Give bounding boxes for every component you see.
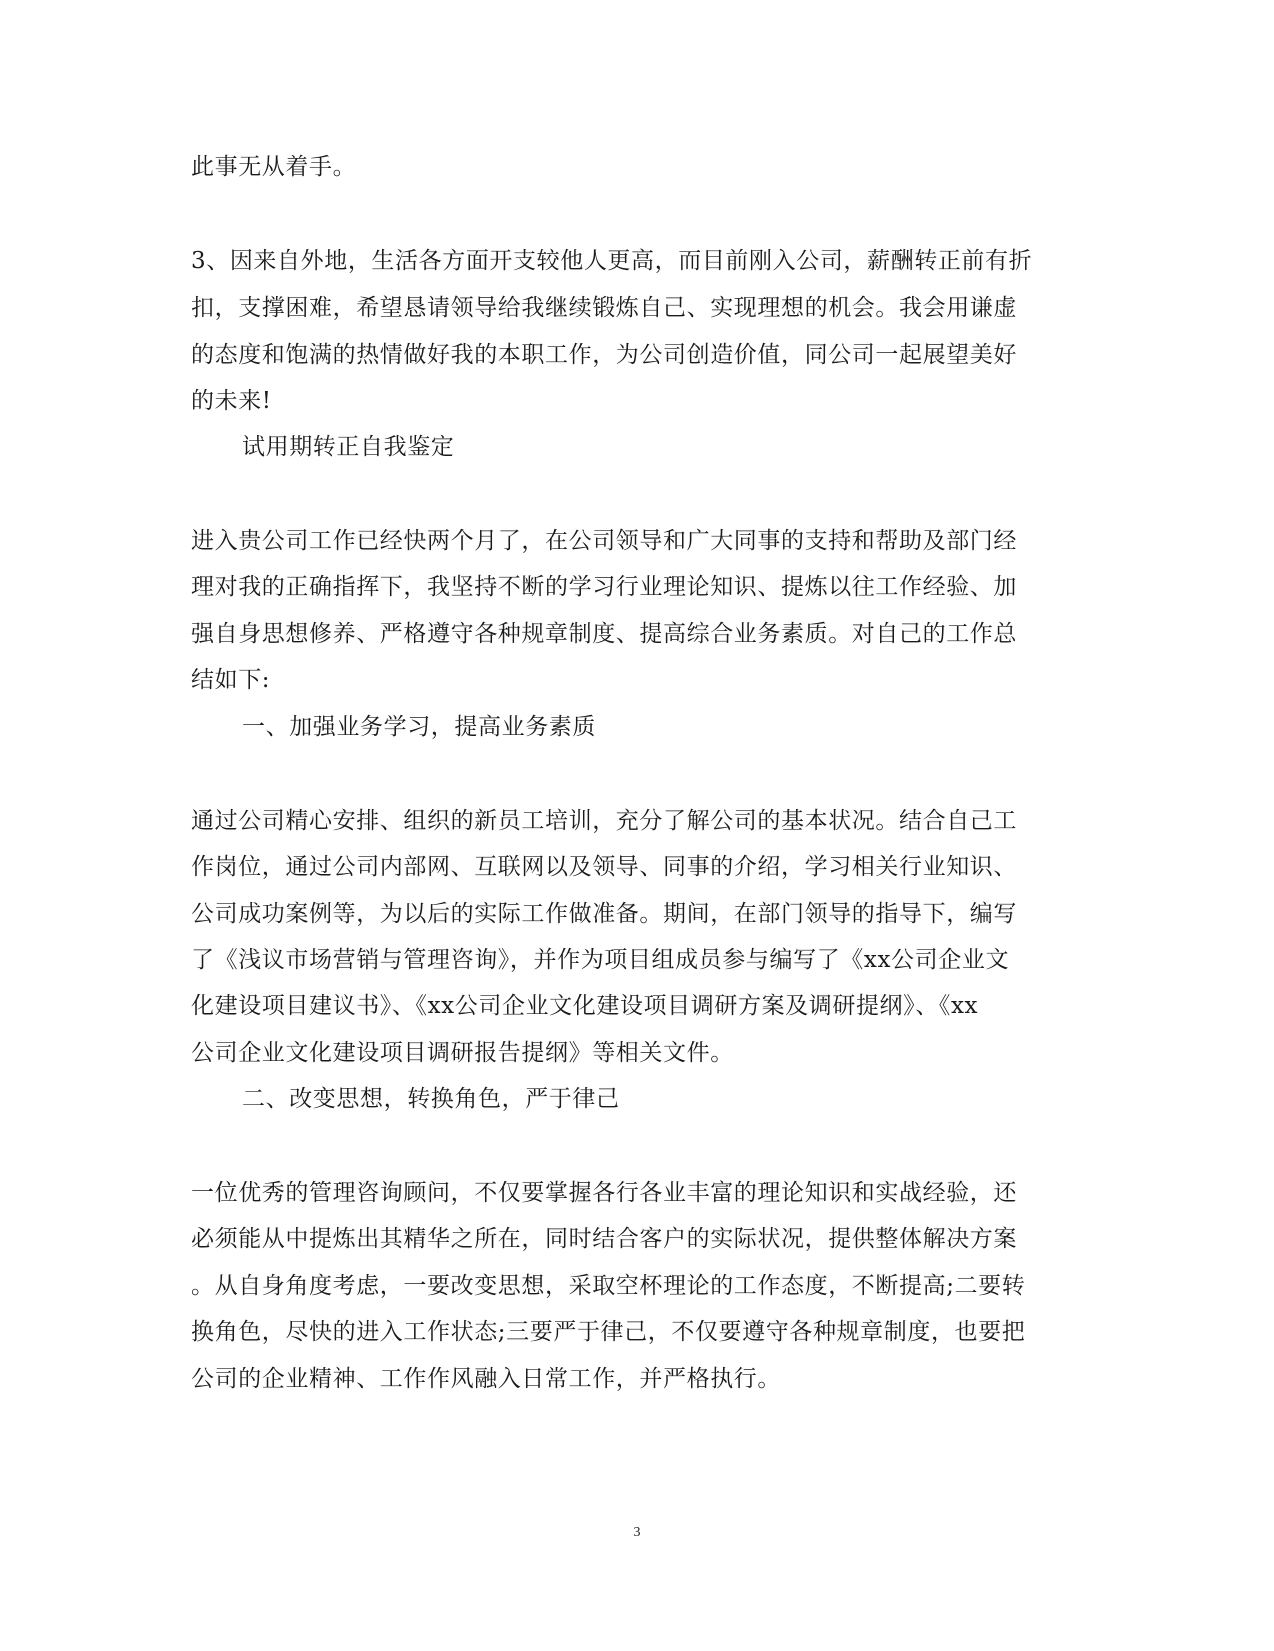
- section-heading: 一、加强业务学习，提高业务素质: [242, 714, 596, 740]
- text-line: 结如下:: [191, 667, 271, 693]
- section-heading: 试用期转正自我鉴定: [242, 434, 455, 460]
- text-line: 必须能从中提炼出其精华之所在，同时结合客户的实际状况，提供整体解决方案: [191, 1226, 1017, 1252]
- text-line: 公司企业文化建设项目调研报告提纲》等相关文件。: [191, 1040, 734, 1066]
- text-line: 强自身思想修养、严格遵守各种规章制度、提高综合业务素质。对自己的工作总: [191, 621, 1017, 647]
- text-line: 了《浅议市场营销与管理咨询》，并作为项目组成员参与编写了《xx公司企业文: [191, 947, 1010, 973]
- text-line: 换角色，尽快的进入工作状态;三要严于律己，不仅要遵守各种规章制度，也要把: [191, 1319, 1026, 1345]
- text-line: 理对我的正确指挥下，我坚持不断的学习行业理论知识、提炼以往工作经验、加: [191, 574, 1017, 600]
- text-line: 公司的企业精神、工作作风融入日常工作，并严格执行。: [191, 1366, 781, 1392]
- text-line: 扣，支撑困难，希望恳请领导给我继续锻炼自己、实现理想的机会。我会用谦虚: [191, 295, 1017, 321]
- text-line: 通过公司精心安排、组织的新员工培训，充分了解公司的基本状况。结合自己工: [191, 808, 1017, 834]
- text-line: 作岗位，通过公司内部网、互联网以及领导、同事的介绍，学习相关行业知识、: [191, 854, 1017, 880]
- text-line: 。从自身角度考虑，一要改变思想，采取空杯理论的工作态度，不断提高;二要转: [191, 1273, 1026, 1299]
- page-number: 3: [633, 1525, 641, 1540]
- text-line: 公司成功案例等，为以后的实际工作做准备。期间，在部门领导的指导下，编写: [191, 901, 1017, 927]
- text-line: 此事无从着手。: [191, 154, 357, 180]
- section-heading: 二、改变思想，转换角色，严于律己: [242, 1086, 620, 1112]
- text-line: 3、因来自外地，生活各方面开支较他人更高，而目前刚入公司，薪酬转正前有折: [191, 248, 1033, 274]
- text-line: 一位优秀的管理咨询顾问，不仅要掌握各行各业丰富的理论知识和实战经验，还: [191, 1180, 1017, 1206]
- text-line: 化建设项目建议书》、《xx公司企业文化建设项目调研方案及调研提纲》、《xx: [191, 993, 979, 1019]
- text-line: 的态度和饱满的热情做好我的本职工作，为公司创造价值，同公司一起展望美好: [191, 342, 1017, 368]
- text-line: 的未来!: [191, 388, 272, 414]
- text-line: 进入贵公司工作已经快两个月了，在公司领导和广大同事的支持和帮助及部门经: [191, 528, 1017, 554]
